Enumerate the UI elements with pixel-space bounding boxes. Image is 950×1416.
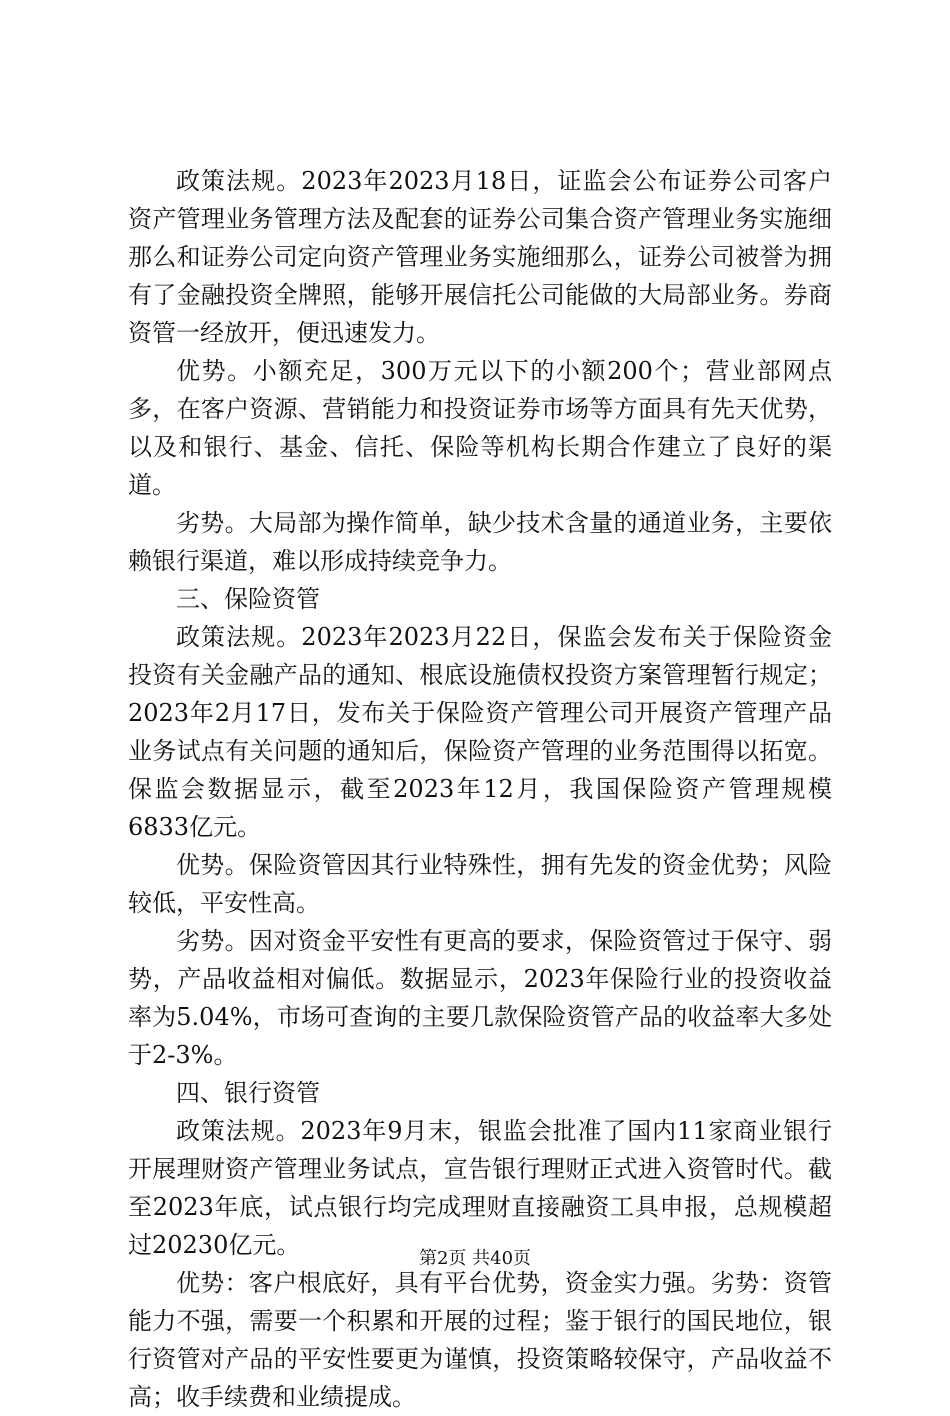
- page-number-footer: 第2页 共40页: [418, 1248, 532, 1269]
- section-heading-insurance: 三、保险资管: [176, 585, 320, 613]
- paragraph-securities-disadvantage: 劣势。大局部为操作简单，缺少技术含量的通道业务，主要依赖银行渠道，难以形成持续竞争力。: [128, 509, 832, 575]
- paragraph-bank-policy: 政策法规。2023年9月末，银监会批准了国内11家商业银行开展理财资产管理业务试点，宣告银行理财正式进入资管时代。截至2023年底，试点银行均完成理财直接融资工具申报，总规模超过20230亿元。: [128, 1117, 832, 1259]
- document-body: [128, 162, 832, 1416]
- paragraph-insurance-disadvantage: 劣势。因对资金平安性有更高的要求，保险资管过于保守、弱势，产品收益相对偏低。数据显示，2023年保险行业的投资收益率为5.04%，市场可查询的主要几款保险资管产品的收益率大多处于2-3%。: [128, 927, 832, 1069]
- paragraph-securities-policy: 政策法规。2023年2023月18日，证监会公布证券公司客户资产管理业务管理方法及配套的证券公司集合资产管理业务实施细那么和证券公司定向资产管理业务实施细那么，证券公司被誉为拥有了金融投资全牌照，能够开展信托公司能做的大局部业务。券商资管一经放开，便迅速发力。: [128, 167, 832, 347]
- paragraph-bank-advantage: 优势：客户根底好，具有平台优势，资金实力强。劣势：资管能力不强，需要一个积累和开展的过程；鉴于银行的国民地位，银行资管对产品的平安性要更为谨慎，投资策略较保守，产品收益不高；收手续费和业绩提成。: [128, 1269, 832, 1411]
- paragraph-securities-advantage: 优势。小额充足，300万元以下的小额200个；营业部网点多，在客户资源、营销能力和投资证券市场等方面具有先天优势，以及和银行、基金、信托、保险等机构长期合作建立了良好的渠道。: [128, 357, 832, 499]
- section-heading-bank: 四、银行资管: [176, 1079, 320, 1107]
- paragraph-insurance-advantage: 优势。保险资管因其行业特殊性，拥有先发的资金优势；风险较低，平安性高。: [128, 851, 832, 917]
- paragraph-insurance-policy: 政策法规。2023年2023月22日，保监会发布关于保险资金投资有关金融产品的通知、根底设施债权投资方案管理暂行规定；2023年2月17日，发布关于保险资产管理公司开展资产管理产品业务试点有关问题的通知后，保险资产管理的业务范围得以拓宽。保监会数据显示，截至2023年12月，我国保险资产管理规模6833亿元。: [128, 623, 832, 841]
